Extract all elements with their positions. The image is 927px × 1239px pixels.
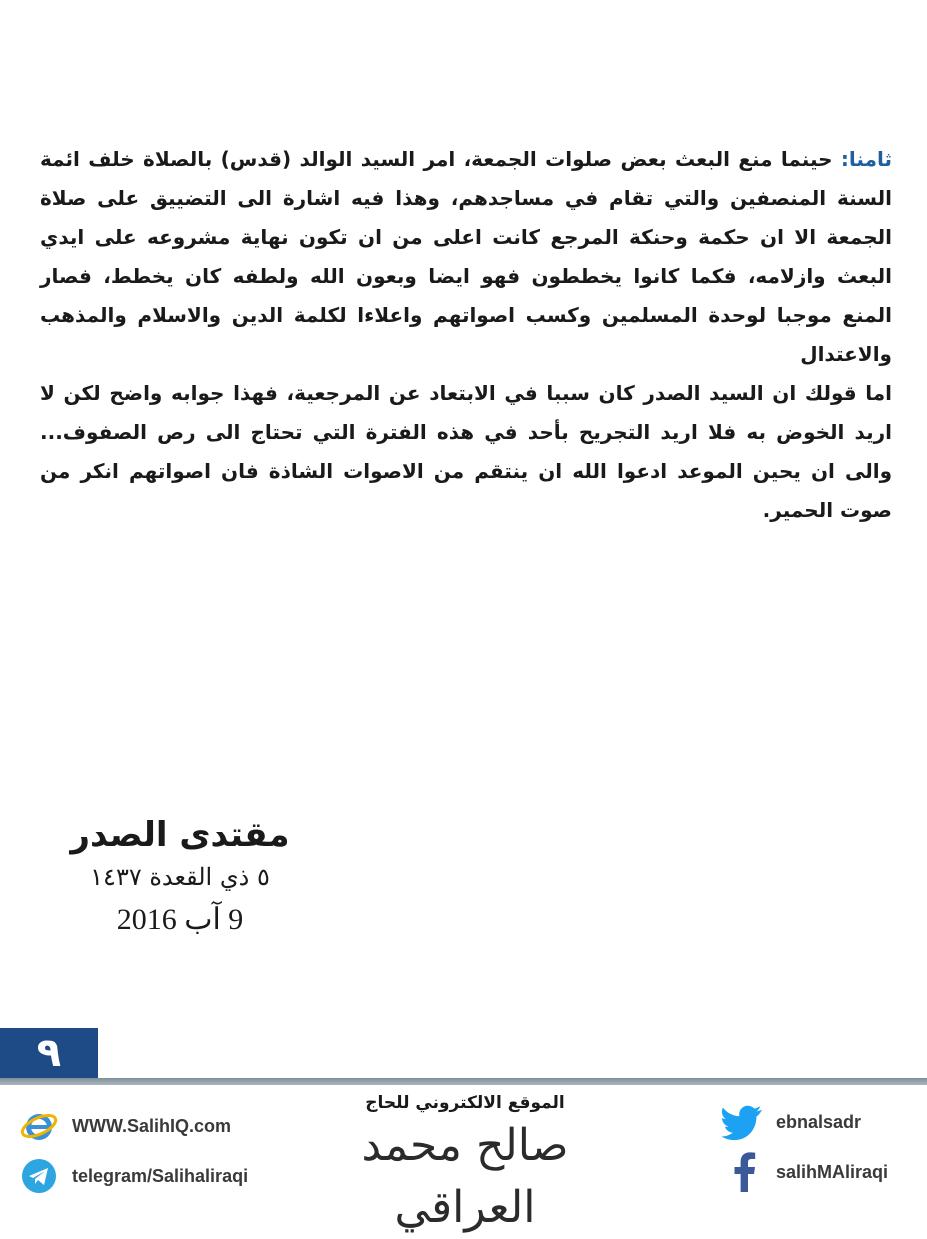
site-caption: الموقع الالكتروني للحاج bbox=[365, 1093, 565, 1113]
telegram-text: telegram/Salihaliraqi bbox=[72, 1165, 249, 1186]
website-text: WWW.SalihIQ.com bbox=[72, 1115, 232, 1136]
facebook-link[interactable] bbox=[722, 1151, 888, 1193]
website-link[interactable] bbox=[18, 1105, 231, 1147]
footer-divider bbox=[0, 1078, 927, 1085]
gregorian-date: 9 آب 2016 bbox=[116, 903, 244, 936]
paragraph-eighth-point bbox=[40, 140, 892, 374]
facebook-icon bbox=[722, 1151, 764, 1193]
facebook-handle: salihMAliraqi bbox=[776, 1161, 889, 1182]
footer bbox=[0, 1085, 927, 1233]
internet-explorer-icon bbox=[18, 1105, 60, 1147]
site-brand bbox=[345, 1091, 585, 1239]
twitter-handle: ebnalsadr bbox=[776, 1111, 862, 1132]
paragraph-reply: اما قولك ان السيد الصدر كان سببا في الابتعاد عن المرجعية، فهذا جوابه واضح لكن لا اريد الخوض به فلا اريد التجريح بأحد في هذه الفترة التي تحتاج الى رص الصفوف... والى ان يحين الموعد ادعوا الله ان ينتقم من الاصوات الشاذة فان اصواتهم انكر من صوت الحمير. bbox=[40, 381, 892, 522]
calligraphy-logo: صالح محمد العراقي bbox=[361, 1120, 569, 1233]
signature-name: مقتدى الصدر bbox=[70, 815, 290, 855]
twitter-link[interactable] bbox=[722, 1101, 861, 1143]
paragraph-1-text: حينما منع البعث بعض صلوات الجمعة، امر السيد الوالد (قدس) بالصلاة خلف ائمة السنة المنصفين والتي تقام في مساجدهم، وهذا فيه اشارة الى التضييق على صلاة الجمعة الا ان حكمة وحنكة المرجع كانت اعلى من ان تكون نهاية مشروعه على ايدي البعث وازلامه، فكما كانوا يخططون فهو ايضا وبعون الله ولطفه كان يخطط، فصار المنع موجبا لوحدة المسلمين وكسب اصواتهم واعلاءا لكلمة الدين والاسلام والمذهب والاعتدال bbox=[40, 147, 892, 366]
lead-label: ثامنا: bbox=[840, 147, 892, 171]
document-body bbox=[40, 140, 892, 530]
twitter-bird-icon bbox=[722, 1101, 764, 1143]
telegram-icon bbox=[18, 1155, 60, 1197]
hijri-date: ٥ ذي القعدة ١٤٣٧ bbox=[90, 863, 270, 891]
telegram-link[interactable] bbox=[18, 1155, 248, 1197]
signature-block bbox=[60, 812, 300, 940]
page-number: ٩ bbox=[0, 1028, 98, 1078]
